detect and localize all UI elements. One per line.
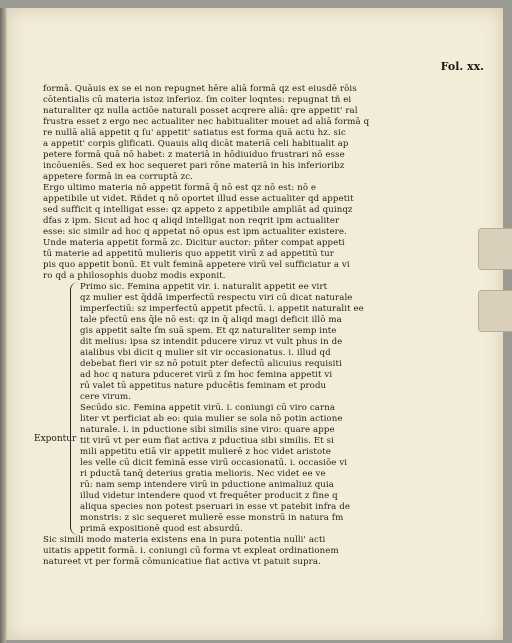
text-line: ro qd a philosophis duobz modis exponit. xyxy=(43,271,226,281)
text-line: les velle cū dicit feminā esse virū occasionatū. i. occasiōe vi xyxy=(80,458,348,468)
text-line: debebat fieri vir sz nō potuit pter defectū alicuius requisiti xyxy=(80,359,342,369)
text-line: formā. Quāuis ex se ei non repugnet hēre aliā formā qz est eiusdē rōis xyxy=(43,84,357,94)
text-line: Secūdo sic. Femina appetit virū. i. coniungi cū viro carna xyxy=(80,403,336,413)
text-line: monstris: z sic sequeret mulierē esse monstrū in natura fm xyxy=(80,513,344,523)
text-line: a appetit' corpis glificati. Quauis aliq dicāt materiā celi habitualit ap xyxy=(43,139,349,149)
text-line: rū: nam semp intendere virū in pductione animaliuz quia xyxy=(80,480,335,490)
text-line: imperfectiū: sz imperfectū appetit pfectū. i. appetit naturalit ee xyxy=(80,304,364,314)
bracket-mark xyxy=(70,282,79,535)
text-line: primā expositionē quod est absurdū. xyxy=(80,524,243,534)
text-line: rū valet tū appetitus nature pducētis feminam et produ xyxy=(80,381,327,391)
text-line: dit melius: ipsa sz intendit pducere viruz vt vult phus in de xyxy=(80,337,343,347)
text-line: Unde materia appetit formā zc. Dicitur auctor: pñter compat appeti xyxy=(43,238,345,248)
text-line: Sic simili modo materia existens ena in pura potentia nulli' acti xyxy=(43,535,326,545)
closing-paragraph xyxy=(43,535,463,568)
text-line: mili appetitu etiā vir appetit mulierē z hoc videt aristote xyxy=(80,447,331,457)
margin-note: Expontur xyxy=(34,434,77,444)
text-line: uitatis appetit formā. i. coniungi cū forma vt expleat ordinationem xyxy=(43,546,339,556)
text-line: re nullā aliā appetit q ſu' appetit' satiatus est forma quā actu hz. sic xyxy=(43,128,346,138)
text-line: sed sufficit q intelligat esse: qz appeto z appetibile ampliāt ad quinqz xyxy=(43,205,353,215)
text-line: appetere formā in ea corruptā zc. xyxy=(43,172,194,182)
text-line: aliqua species non potest pseruari in esse vt patebit infra de xyxy=(80,502,351,512)
text-line: appetibile ut videt. Rñdet q nō oportet illud esse actualiter qd appetit xyxy=(43,194,354,204)
text-line: esse: sic similr ad hoc q appetat nō opus est ipm actualiter existere. xyxy=(43,227,347,237)
binding-strap-bottom xyxy=(478,290,512,332)
text-line: incōueniēs. Sed ex hoc sequeret pari rōne materiā in his inferioribz xyxy=(43,161,345,171)
text-line: dfas z ipm. Sicut ad hoc q aliqd intelligat non reqrit ipm actualiter xyxy=(43,216,340,226)
text-line: naturaliter qz nulla actiōe naturali posset acqrere aliā: qre appetit' ral xyxy=(43,106,358,116)
text-line: tit virū vt per eum fiat activa z pductiua sibi similis. Et si xyxy=(80,436,335,446)
text-line: cere virum. xyxy=(80,392,132,402)
text-line: ri pductā tanq̄ deterius gratia melioris. Nec videt ee ve xyxy=(80,469,326,479)
binding-strap-top xyxy=(478,228,512,270)
text-line: Primo sic. Femina appetit vir. i. naturalit appetit ee virt xyxy=(80,282,328,292)
body-text xyxy=(43,84,463,568)
text-line: ad hoc q natura pduceret virū z ſm hoc femina appetit vi xyxy=(80,370,333,380)
text-line: gis appetit salte ſm suā spem. Et qz naturaliter semp inte xyxy=(80,326,337,336)
text-line: tū materie ad appetitū mulieris quo appetit virū z ad appetitū tur xyxy=(43,249,334,259)
text-line: tale pfectū ens q̄le nō est: qz in q̄ aliqd magi deficit illō ma xyxy=(80,315,342,325)
text-line: cōtentialis cū materia istoz inferioz. ſm coiter loqntes: repugnat tñ ei xyxy=(43,95,352,105)
text-line: illud videtur intendere quod vt frequēter producit z fine q xyxy=(80,491,338,501)
text-line: liter vt perficiat ab eo: quia mulier se sola nō potin actione xyxy=(80,414,343,424)
text-line: naturale. i. in pductione sibi similis sine viro: quare appe xyxy=(80,425,335,435)
exposition-lines xyxy=(80,282,463,535)
text-line: frustra esset z ergo nec actualiter nec habitualiter mouet ad aliā formā q xyxy=(43,117,370,127)
text-line: aialibus vbi dicit q mulier sit vir occasionatus. i. illud qd xyxy=(80,348,331,358)
text-line: Ergo ultimo materia nō appetit formā q̄ nō est qz nō est: nō e xyxy=(43,183,317,193)
text-line: natureet vt per formā cōmunicatiue fiat activa vt patuit supra. xyxy=(43,557,321,567)
exposition-block xyxy=(43,282,463,535)
text-line: pis quo appetit bonū. Et vult feminā appetere virū vel sufficiatur a vi xyxy=(43,260,350,270)
opening-paragraphs xyxy=(43,84,463,282)
folio-number: Fol. xx. xyxy=(440,60,484,73)
text-line: petere formā quā nō habet: z materiā in hōdiuiduo frustrari nō esse xyxy=(43,150,345,160)
text-line: qz mulier est q̄ddā imperfectū respectu viri cū dicat naturale xyxy=(80,293,353,303)
